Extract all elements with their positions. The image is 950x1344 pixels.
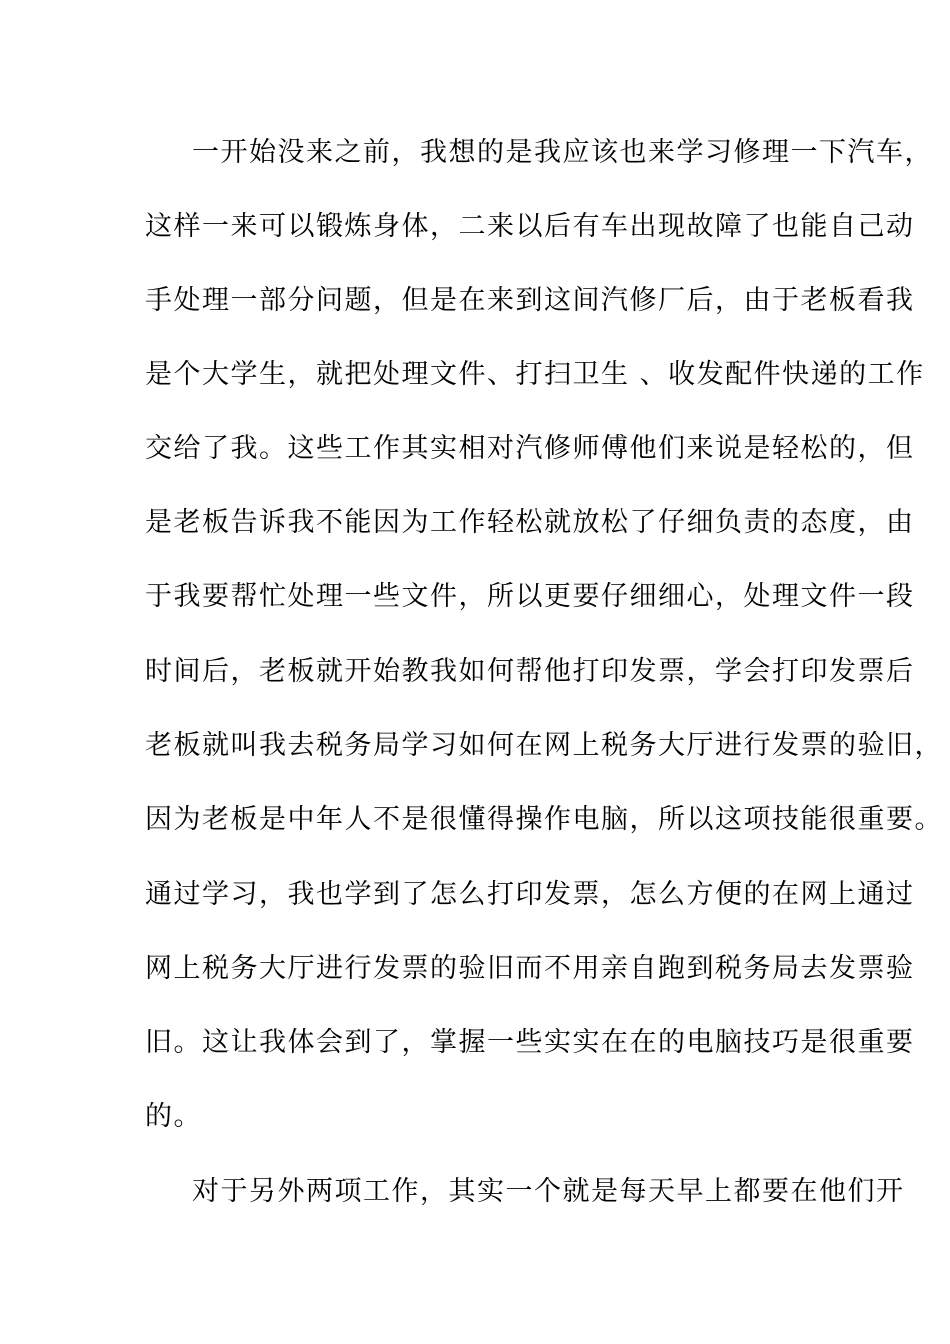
paragraph-1-line-7: 于我要帮忙处理一些文件，所以更要仔细细心，处理文件一段 [145,581,915,612]
paragraph-1-line-8: 时间后，老板就开始教我如何帮他打印发票，学会打印发票后 [145,656,915,687]
paragraph-1-line-1: 一开始没来之前，我想的是我应该也来学习修理一下汽车， [192,137,933,168]
paragraph-1-line-5: 交给了我。这些工作其实相对汽修师傅他们来说是轻松的，但 [145,433,915,464]
paragraph-1-line-10: 因为老板是中年人不是很懂得操作电脑，所以这项技能很重要。 [145,804,943,835]
paragraph-1-line-9: 老板就叫我去税务局学习如何在网上税务大厅进行发票的验旧， [145,730,943,761]
paragraph-1-line-6: 是老板告诉我不能因为工作轻松就放松了仔细负责的态度，由 [145,507,915,538]
paragraph-1-line-2: 这样一来可以锻炼身体，二来以后有车出现故障了也能自己动 [145,211,915,242]
paragraph-1-line-3: 手处理一部分问题，但是在来到这间汽修厂后，由于老板看我 [145,285,915,316]
paragraph-1-line-4: 是个大学生，就把处理文件、打扫卫生 、收发配件快递的工作 [145,359,925,390]
paragraph-1-line-12: 网上税务大厅进行发票的验旧而不用亲自跑到税务局去发票验 [145,953,915,984]
paragraph-1-line-13: 旧。这让我体会到了，掌握一些实实在在的电脑技巧是很重要 [145,1027,915,1058]
paragraph-1-line-11: 通过学习，我也学到了怎么打印发票，怎么方便的在网上通过 [145,879,915,910]
paragraph-1-line-14: 的。 [145,1101,202,1132]
paragraph-2-line-1: 对于另外两项工作，其实一个就是每天早上都要在他们开 [192,1176,905,1207]
